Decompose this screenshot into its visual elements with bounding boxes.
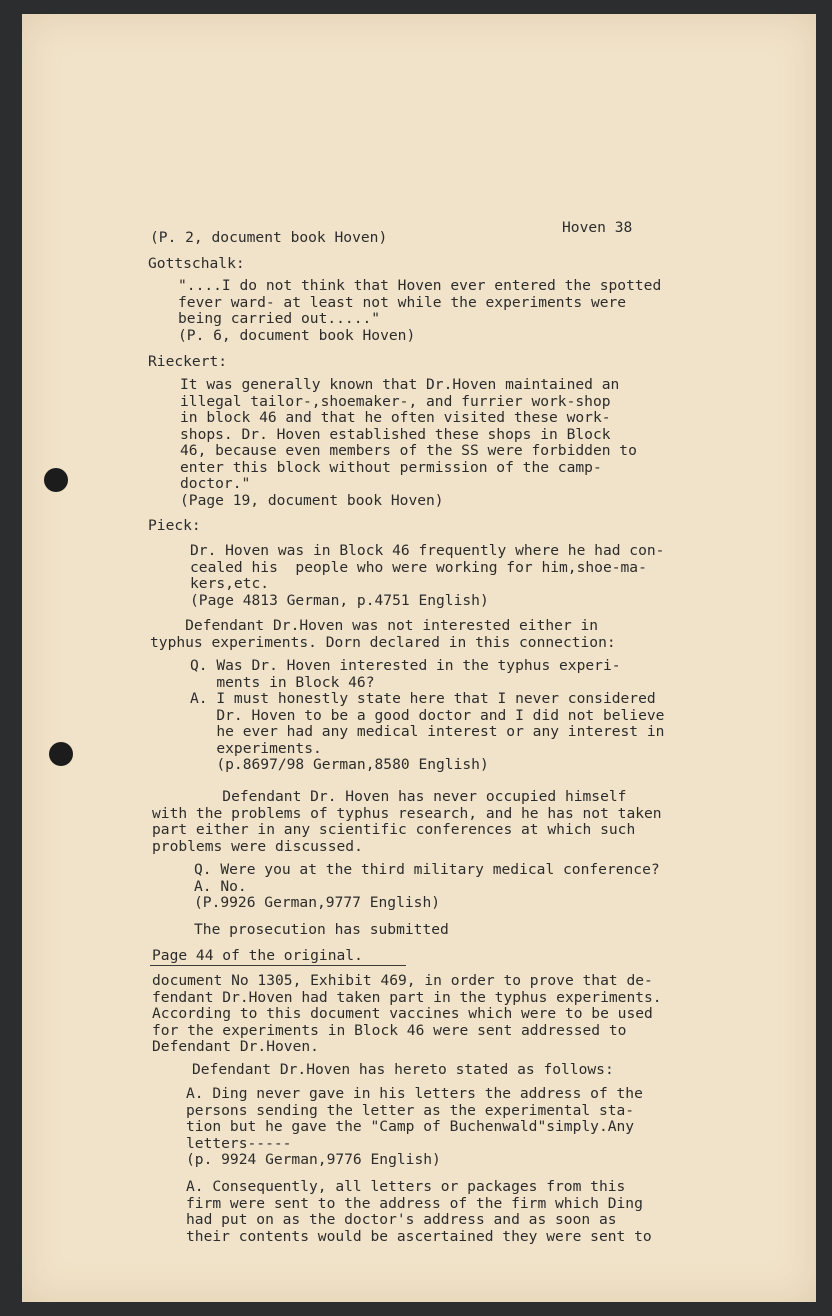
pieck-quote: Dr. Hoven was in Block 46 frequently where he had con- cealed his people who were working for him,shoe-ma- kers,etc. (Page 4813 German, p.4751 English) (190, 542, 665, 609)
document-exhibit-paragraph: document No 1305, Exhibit 469, in order to prove that de- fendant Dr.Hoven had taken part in the typhus experiments. According to this document vaccines which were to be used for the experiments in Block 46 were sent addressed to Defendant Dr.Hoven. (152, 972, 662, 1055)
punch-hole-top (44, 468, 68, 492)
document-page (22, 14, 816, 1302)
punch-hole-bottom (49, 742, 73, 766)
original-page-underline (150, 965, 406, 966)
ding-answer: A. Ding never gave in his letters the address of the persons sending the letter as the experimental sta- tion but he gave the "Camp of Buchenwald"simply.Any letters----- (p. 9924 German,9776 English) (186, 1085, 643, 1168)
consequently-answer: A. Consequently, all letters or packages from this firm were sent to the address of the firm which Ding had put on as the doctor's address and as soon as their contents would be ascertained they were sent to (186, 1178, 652, 1245)
page-label: Hoven 38 (562, 219, 633, 236)
speaker-rieckert: Rieckert: (148, 353, 228, 370)
document-reference: (P. 2, document book Hoven) (150, 229, 388, 246)
dorn-intro-paragraph: Defendant Dr.Hoven was not interested either in typhus experiments. Dorn declared in this connection: (150, 617, 616, 651)
prosecution-line: The prosecution has submitted (194, 921, 449, 938)
typhus-research-paragraph: Defendant Dr. Hoven has never occupied himself with the problems of typhus research, and he has not taken part either in any scientific conferences at which such problems were discussed. (152, 788, 662, 855)
conference-question-answer: Q. Were you at the third military medical conference? A. No. (P.9926 German,9777 English) (194, 861, 660, 911)
speaker-pieck: Pieck: (148, 517, 201, 534)
rieckert-quote: It was generally known that Dr.Hoven maintained an illegal tailor-,shoemaker-, and furrier work-shop in block 46 and that he often visited these work- shops. Dr. Hoven established these shops in Block 46, because even members of the SS were forbidden to enter this block without permission of the camp- doctor." (Page 19, document book Hoven) (180, 376, 637, 509)
speaker-gottschalk: Gottschalk: (148, 255, 245, 272)
dorn-question-answer: Q. Was Dr. Hoven interested in the typhus experi- ments in Block 46? A. I must honestly state here that I never considered Dr. Hoven to be a good doctor and I did not believe he ever had any medical interest or any interest in experiments. (p.8697/98 German,8580 English) (190, 657, 665, 773)
original-page-marker: Page 44 of the original. (152, 947, 363, 964)
hoven-stated-line: Defendant Dr.Hoven has hereto stated as follows: (192, 1061, 614, 1078)
gottschalk-quote: "....I do not think that Hoven ever entered the spotted fever ward- at least not while the experiments were being carried out....." (P. 6, document book Hoven) (178, 277, 662, 344)
